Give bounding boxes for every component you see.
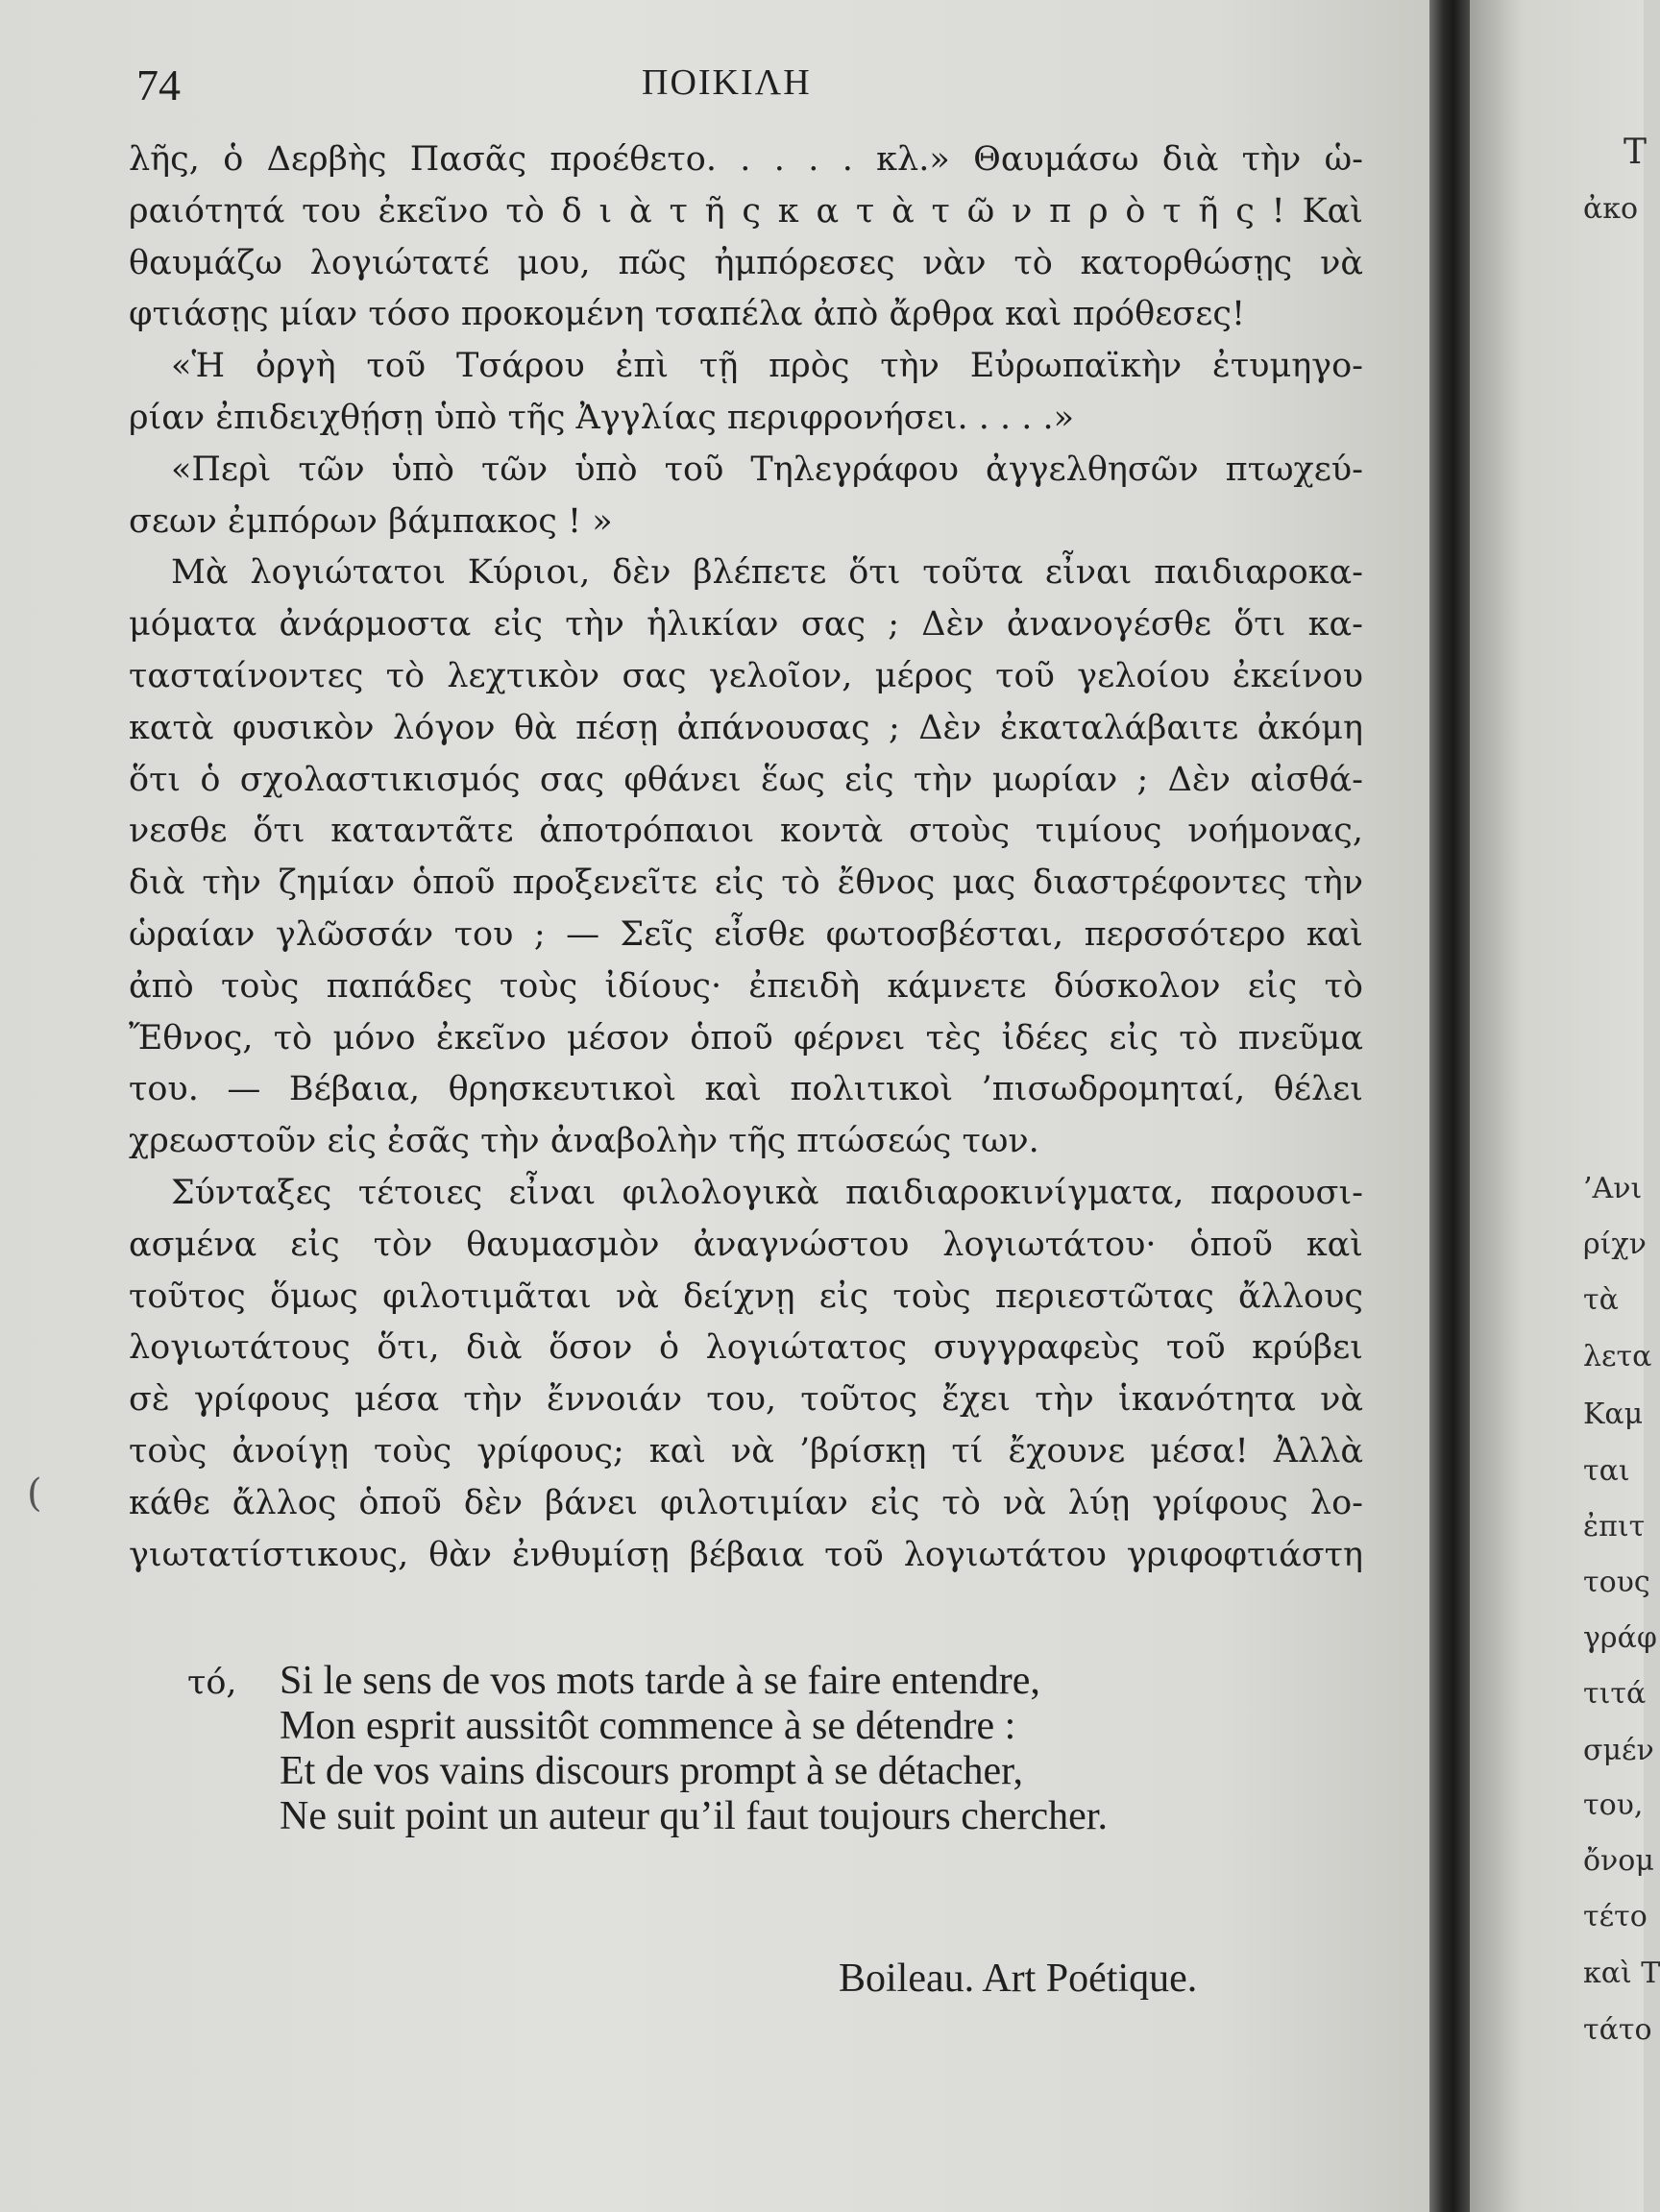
facing-text-fragment: σμέν — [1583, 1734, 1654, 1767]
text-line: λῆς, ὁ Δερβὴς Πασᾶς προέθετο. . . . . κλ.» Θαυμάσω διὰ τὴν ὡ- — [129, 140, 1363, 179]
facing-text-fragment: τιτά — [1583, 1677, 1647, 1711]
text-line: ὡραίαν γλῶσσάν του ; — Σεῖς εἶσθε φωτοσβέσται, περσσότερο καὶ — [129, 914, 1363, 954]
facing-text-fragment: τάτο — [1583, 2013, 1652, 2047]
verse-line-text: Si le sens de vos mots tarde à se faire entendre, — [280, 1659, 1040, 1703]
facing-text-fragment: ρίχν — [1583, 1228, 1647, 1261]
verse-line: Et de vos vains discours prompt à se détacher, — [280, 1749, 1023, 1793]
text-line: του. — Βέβαια, θρησκευτικοὶ καὶ πολιτικοὶ ’πισωδρομηταί, θέλει — [129, 1070, 1363, 1109]
facing-text-fragment: τέτο — [1583, 1900, 1648, 1933]
text-line: χρεωστοῦν εἰς ἐσᾶς τὴν ἀναβολὴν τῆς πτώσεώς των. — [129, 1122, 1039, 1161]
facing-text-fragment: T — [1623, 133, 1648, 172]
facing-text-fragment: τὰ — [1583, 1283, 1619, 1317]
verse-line: Ne suit point un auteur qu’il faut toujours chercher. — [280, 1794, 1108, 1838]
text-line: ἀπὸ τοὺς παπάδες τοὺς ἰδίους· ἐπειδὴ κάμνετε δύσκολον εἰς τὸ — [129, 966, 1363, 1006]
text-line: μόματα ἀνάρμοστα εἰς τὴν ἡλικίαν σας ; Δὲν ἀνανογέσθε ὅτι κα- — [129, 605, 1363, 644]
text-line: σεων ἐμπόρων βάμπακος ! » — [129, 501, 613, 541]
page-number: 74 — [136, 61, 181, 109]
facing-text-fragment: λετα — [1583, 1340, 1652, 1373]
text-line: τασταίνοντες τὸ λεχτικὸν σας γελοῖον, μέρος τοῦ γελοίου ἐκείνου — [129, 656, 1363, 695]
verse-line — [187, 1659, 1398, 1704]
book-gutter — [1429, 0, 1470, 2212]
facing-text-fragment: τους — [1583, 1566, 1650, 1599]
margin-mark: ( — [27, 1471, 42, 1516]
text-line: ρίαν ἐπιδειχθῄσῃ ὑπὸ τῆς Ἀγγλίας περιφρονήσει. . . . .» — [129, 398, 1075, 437]
text-line: λογιωτάτους ὅτι, διὰ ὅσον ὁ λογιώτατος συγγραφεὺς τοῦ κρύβει — [129, 1328, 1363, 1368]
facing-text-fragment: Καμ — [1583, 1398, 1644, 1431]
verse-lead-word: τό, — [187, 1664, 237, 1702]
text-line: ασμένα εἰς τὸν θαυμασμὸν ἀναγνώστου λογιωτάτου· ὁποῦ καὶ — [129, 1225, 1363, 1264]
facing-text-fragment: ὄνομ — [1583, 1844, 1654, 1878]
text-line: διὰ τὴν ζημίαν ὁποῦ προξενεῖτε εἰς τὸ ἔθνος μας διαστρέφοντες τὴν — [129, 863, 1363, 903]
quote-attribution: Boileau. Art Poétique. — [839, 1957, 1198, 2001]
text-line: γιωτατίστικους, θὰν ἐνθυμίσῃ βέβαια τοῦ λογιωτάτου γριφοφτιάστη — [129, 1535, 1363, 1574]
text-line: «Περὶ τῶν ὑπὸ τῶν ὑπὸ τοῦ Τηλεγράφου ἀγγελθησῶν πτωχεύ- — [171, 450, 1363, 489]
body-text — [129, 134, 1363, 1581]
verse-line: Mon esprit aussitôt commence à se détendre : — [280, 1704, 1016, 1748]
text-line: Ἔθνος, τὸ μόνο ἐκεῖνο μέσον ὁποῦ φέρνει τὲς ἰδέες εἰς τὸ πνεῦμα — [129, 1018, 1363, 1057]
facing-page-edge — [1470, 0, 1660, 2212]
facing-text-fragment: καὶ Τ — [1583, 1957, 1660, 1990]
text-line: Σύνταξες τέτοιες εἶναι φιλολογικὰ παιδιαροκινίγματα, παρουσι- — [171, 1173, 1363, 1212]
text-line: ραιότητά του ἐκεῖνο τὸ δ ι ὰ τ ῆ ς κ α τ ὰ τ ῶ ν π ρ ὸ τ ῆ ς ! Καὶ — [129, 191, 1363, 231]
facing-text-fragment: ται — [1583, 1454, 1630, 1488]
text-line: ὅτι ὁ σχολαστικισμός σας φθάνει ἕως εἰς τὴν μωρίαν ; Δὲν αἰσθά- — [129, 760, 1363, 799]
text-line: «Ἡ ὀργὴ τοῦ Τσάρου ἐπὶ τῇ πρὸς τὴν Εὐρωπαϊκὴν ἐτυμηγο- — [171, 347, 1363, 386]
text-line: νεσθε ὅτι καταντᾶτε ἀποτρόπαιοι κοντὰ στοὺς τιμίους νοήμονας, — [129, 812, 1363, 851]
running-head: ΠΟΙΚΙΛΗ — [642, 62, 812, 103]
text-line: τοῦτος ὅμως φιλοτιμᾶται νὰ δείχνῃ εἰς τοὺς περιεστῶτας ἄλλους — [129, 1276, 1363, 1316]
verse-quotation — [187, 1659, 1398, 1839]
text-line: κάθε ἄλλος ὁποῦ δὲν βάνει φιλοτιμίαν εἰς τὸ νὰ λύῃ γρίφους λο- — [129, 1483, 1363, 1522]
facing-text-fragment: ’Ανι — [1583, 1172, 1643, 1205]
text-line: τοὺς ἀνοίγῃ τοὺς γρίφους; καὶ νὰ ’βρίσκῃ τί ἔχουνε μέσα! Ἀλλὰ — [129, 1431, 1363, 1471]
text-line: σὲ γρίφους μέσα τὴν ἔννοιάν του, τοῦτος ἔχει τὴν ἱκανότητα νὰ — [129, 1380, 1363, 1420]
facing-text-fragment: του, — [1583, 1788, 1644, 1822]
text-line: θαυμάζω λογιώτατέ μου, πῶς ἠμπόρεσες νὰν τὸ κατορθώσῃς νὰ — [129, 243, 1363, 282]
text-line: Μὰ λογιώτατοι Κύριοι, δὲν βλέπετε ὅτι τοῦτα εἶναι παιδιαροκα- — [171, 553, 1363, 593]
facing-text-fragment: ἀκο — [1583, 192, 1639, 226]
text-line: κατὰ φυσικὸν λόγον θὰ πέσῃ ἀπάνουσας ; Δὲν ἐκαταλάβαιτε ἀκόμη — [129, 708, 1363, 747]
text-line: φτιάσῃς μίαν τόσο προκομένη τσαπέλα ἀπὸ ἄρθρα καὶ πρόθεσες! — [129, 295, 1246, 334]
facing-text-fragment: γράφ — [1583, 1621, 1657, 1655]
facing-text-fragment: ἐπιτ — [1583, 1510, 1646, 1544]
